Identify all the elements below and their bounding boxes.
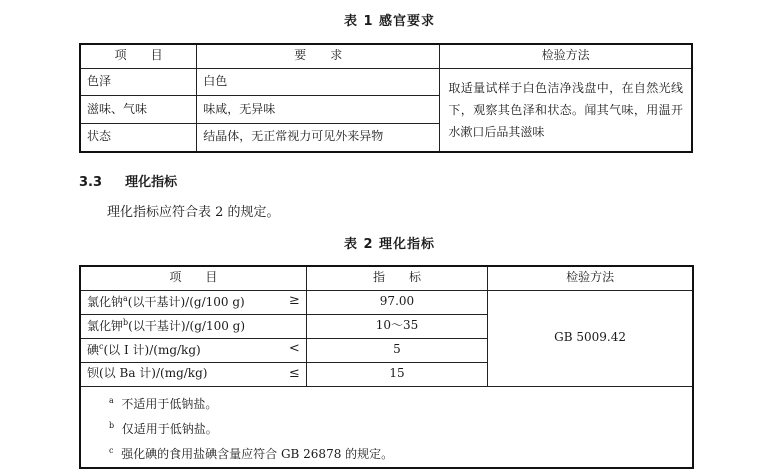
section-number: 3.3 [79, 175, 103, 190]
t2-symbol-barium: ≤ [288, 365, 300, 381]
table2-caption: 表 2 理化指标 [343, 237, 436, 252]
table1-caption: 表 1 感官要求 [343, 14, 436, 29]
t2-footnotes [80, 386, 693, 468]
physicochemical-table [79, 265, 694, 469]
t2-item-nacl: 氯化钠$^a$(以干基计)/(g/100 g) ≥ [80, 290, 306, 314]
t2-symbol-nacl: ≥ [288, 293, 300, 309]
footnote-c: $^c$ 强化碘的食用盐碘含量应符合 GB 26878 的规定。 [109, 445, 394, 461]
t2-value-kcl: 10～35 [306, 314, 487, 338]
t1-method-text: 取适量试样于白色洁净浅盘中，在自然光线下，观察其色泽和状态。闻其气味，用温开水漱口后品其滋味 [440, 68, 692, 152]
t2-header-method: 检验方法 [488, 266, 693, 290]
t2-item-barium: 钡(以 Ba 计)/(mg/kg) ≤ [80, 362, 306, 386]
t1-header-item: 项 目 [80, 44, 197, 68]
t1-req-color: 白色 [197, 68, 440, 96]
t1-item-color: 色泽 [80, 68, 197, 96]
t1-req-state: 结晶体，无正常视力可见外来异物 [197, 124, 440, 152]
t2-header-index: 指 标 [306, 266, 487, 290]
t1-item-state: 状态 [80, 124, 197, 152]
t2-item-kcl: 氯化钾$^b$(以干基计)/(g/100 g) [80, 314, 306, 338]
section-paragraph: 理化指标应符合表 2 的规定。 [107, 205, 280, 220]
t1-header-requirement: 要 求 [197, 44, 440, 68]
sensory-table [79, 43, 693, 153]
t2-symbol-iodine: < [288, 341, 300, 357]
section-title: 理化指标 [125, 175, 178, 190]
t1-item-taste: 滋味、气味 [80, 96, 197, 124]
t2-method-text: GB 5009.42 [488, 290, 693, 386]
t1-header-method: 检验方法 [440, 44, 692, 68]
t2-item-iodine: 碘$^c$(以 I 计)/(mg/kg) < [80, 338, 306, 362]
t1-req-taste: 味咸，无异味 [197, 96, 440, 124]
section-heading [79, 171, 177, 190]
t2-value-barium: 15 [306, 362, 487, 386]
t2-value-iodine: 5 [306, 338, 487, 362]
t2-header-item: 项 目 [80, 266, 306, 290]
footnote-a: $^a$ 不适用于低钠盐。 [109, 395, 218, 411]
t2-value-nacl: 97.00 [306, 290, 487, 314]
footnote-b: $^b$ 仅适用于低钠盐。 [109, 420, 218, 436]
